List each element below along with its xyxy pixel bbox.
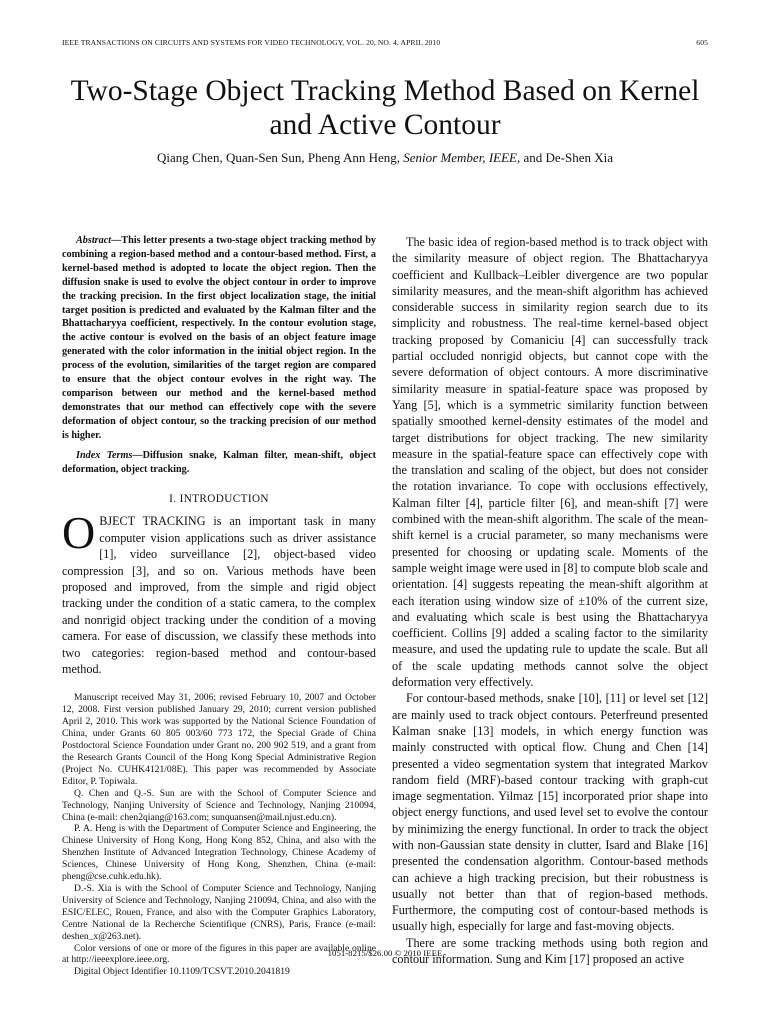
journal-name: IEEE TRANSACTIONS ON CIRCUITS AND SYSTEMS FOR VIDEO TECHNOLOGY, VOL. 20, NO. 4, APRIL 2010 bbox=[62, 38, 441, 47]
intro-text: is an important task in many computer vision applications such as driver assistance [1], video surveillance [2], object-based video compression [3], and so on. Various methods have been proposed and improved, from the simple and rigid object tracking under the condition of a static camera, to the complex and nonrigid object tracking under the condition of a moving camera. For ease of discussion, we classify these methods into two categories: region-based method and contour-based method. bbox=[62, 514, 376, 677]
index-terms-lead: Index Terms bbox=[76, 449, 133, 461]
index-terms-text: —Diffusion snake, Kalman filter, mean-shift, object deformation, object tracking. bbox=[62, 449, 376, 475]
footnotes bbox=[62, 692, 376, 978]
footnote-affiliation-chen-sun: Q. Chen and Q.-S. Sun are with the School of Computer Science and Technology, Nanjing University of Science and Technology, Nanjing 210094, China (e-mail: chen2qiang@163.com; sunquansen@mail.njust.edu.cn). bbox=[62, 787, 376, 823]
intro-lead: BJECT TRACKING bbox=[99, 514, 206, 529]
footnote-manuscript: Manuscript received May 31, 2006; revised February 10, 2007 and October 12, 2008. First version published January 29, 2010; current version published April 2, 2010. This work was supported by the National Science Foundation of China, under Grants 60 805 003/60 773 172, the Special Grade of China Postdoctoral Science Foundation under Grant no. 200 902 519, and a grant from the Research Grants Council of the Hong Kong Special Administrative Region (Project No. CUHK4121/08E). This paper was recommended by Associate Editor, P. Topiwala. bbox=[62, 692, 376, 787]
abstract-text: —This letter presents a two-stage object tracking method by combining a region-based method and a contour-based method. First, a kernel-based method is adopted to locate the object region. Then the diffusion snake is used to evolve the object contour in order to improve the tracking precision. In the first object localization stage, the initial target position is predicted and evaluated by the Kalman filter and the Bhattacharyya coefficient, respectively. In the contour evolution stage, the active contour is evolved on the basis of an object feature image generated with the color information in the initial object region. In the process of the evolution, similarities of the target region are compared to ensure that the object contour evolves in the right way. The comparison between our method and the kernel-based method demonstrates that our method can effectively cope with the severe deformation of object contour, so the tracking precision of our method is higher. bbox=[62, 235, 376, 441]
abstract-lead: Abstract bbox=[76, 235, 112, 246]
intro-paragraph bbox=[62, 507, 376, 677]
footnote-affiliation-xia: D.-S. Xia is with the School of Computer Science and Technology, Nanjing University of Science and Technology, Nanjing 210094, China, and also with the ESIC/ELEC, Rouen, France, and also with the Computer Graphics Laboratory, Centre National de la Recherche Scientifique (CNRS), Paris, France (e-mail: deshen_x@263.net). bbox=[62, 882, 376, 942]
author-member-note: Senior Member, IEEE, bbox=[403, 150, 521, 165]
drop-cap: O bbox=[62, 507, 96, 559]
footnote-color-versions: Color versions of one or more of the figures in this paper are available online at http://ieeexplore.ieee.org. bbox=[62, 942, 376, 966]
abstract bbox=[62, 234, 376, 443]
body-paragraph-region-based: The basic idea of region-based method is to track object with the similarity measure of object region. The Bhattacharyya coefficient and Kullback–Leibler divergence are two popular similarity measures, and the mean-shift algorithm has achieved considerable success in similarity region search due to its simplicity and robustness. The real-time kernel-based object tracking proposed by Comaniciu [4] can successfully track partial occluded nonrigid objects, but cannot cope with the severe deformation of object contours. A more discriminative similarity measure in spatial-feature space was proposed by Yang [5], which is a symmetric similarity function between spatially smoothed kernel-density estimates of the model and target distributions for object tracking. The new similarity measure in the spatial-feature space can effectively cope with the translation and scaling of the object, but does not consider the rotation invariance. To cope with occlusions effectively, Kalman filter [4], particle filter [6], and mean-shift [7] were combined with the mean-shift algorithm. The scale of the mean-shift kernel is a crucial parameter, so many mechanisms were presented for choosing or updating scale. Moments of the sample weight image were used in [8] to compute blob scale and orientation. [4] suggests repeating the mean-shift algorithm at each iteration using window size of ±10% of the current size, and evaluating which scale is best using the Bhattacharyya coefficient. Collins [9] added a scaling factor to the similarity measure, and used the updating rule to update the scale. But all of the scale updating methods cannot solve the object deformation very effectively. bbox=[392, 235, 708, 690]
body-paragraph-contour-based: For contour-based methods, snake [10], [11] or level set [12] are mainly used to track object contours. Peterfreund presented Kalman snake [13] models, in which energy function was mainly constructed with optical flow. Chung and Chen [14] presented a video segmentation system that integrated Markov random field (MRF)-based contour tracking with graph-cut image segmentation. Yilmaz [15] incorporated prior shape into object energy functions, and used level set to evolve the contour by minimizing the energy functional. In order to track the object with non-Gaussian state density in clutter, Isard and Blake [16] presented the condensation algorithm. Contour-based methods can achieve a high tracking precision, but their robustness is usually not better than that of region-based methods. Furthermore, the computing cost of contour-based methods is usually high, especially for large and fast-moving objects. bbox=[392, 691, 708, 934]
page-number: 605 bbox=[696, 38, 708, 47]
footnote-doi: Digital Object Identifier 10.1109/TCSVT.2010.2041819 bbox=[74, 966, 290, 978]
section-number: I. bbox=[169, 493, 177, 506]
index-terms bbox=[62, 449, 376, 477]
author-names-1: Qiang Chen, Quan-Sen Sun, Pheng Ann Heng, bbox=[156, 150, 400, 165]
section-title: INTRODUCTION bbox=[179, 493, 269, 506]
body-paragraph-hybrid: There are some tracking methods using both region and contour information. Sung and Kim [17] proposed an active bbox=[392, 935, 708, 967]
author-line bbox=[62, 150, 708, 166]
copyright-footer: 1051-8215/$26.00 © 2010 IEEE bbox=[327, 948, 443, 958]
footnote-affiliation-heng: P. A. Heng is with the Department of Computer Science and Engineering, the Chinese University of Hong Kong, Hong Kong 852, China, and also with the Shenzhen Institute of Advanced Integration Technology, Chinese Academy of Sciences, Chinese University of Hong Kong, Shenzhen, China (e-mail: pheng@cse.cuhk.edu.hk). bbox=[62, 823, 376, 883]
left-column bbox=[62, 234, 376, 978]
paper-title: Two-Stage Object Tracking Method Based on Kernel and Active Contour bbox=[70, 75, 700, 141]
right-column bbox=[392, 234, 708, 967]
section-heading bbox=[62, 493, 376, 505]
running-header bbox=[62, 38, 708, 47]
author-names-2: and De-Shen Xia bbox=[523, 150, 613, 165]
